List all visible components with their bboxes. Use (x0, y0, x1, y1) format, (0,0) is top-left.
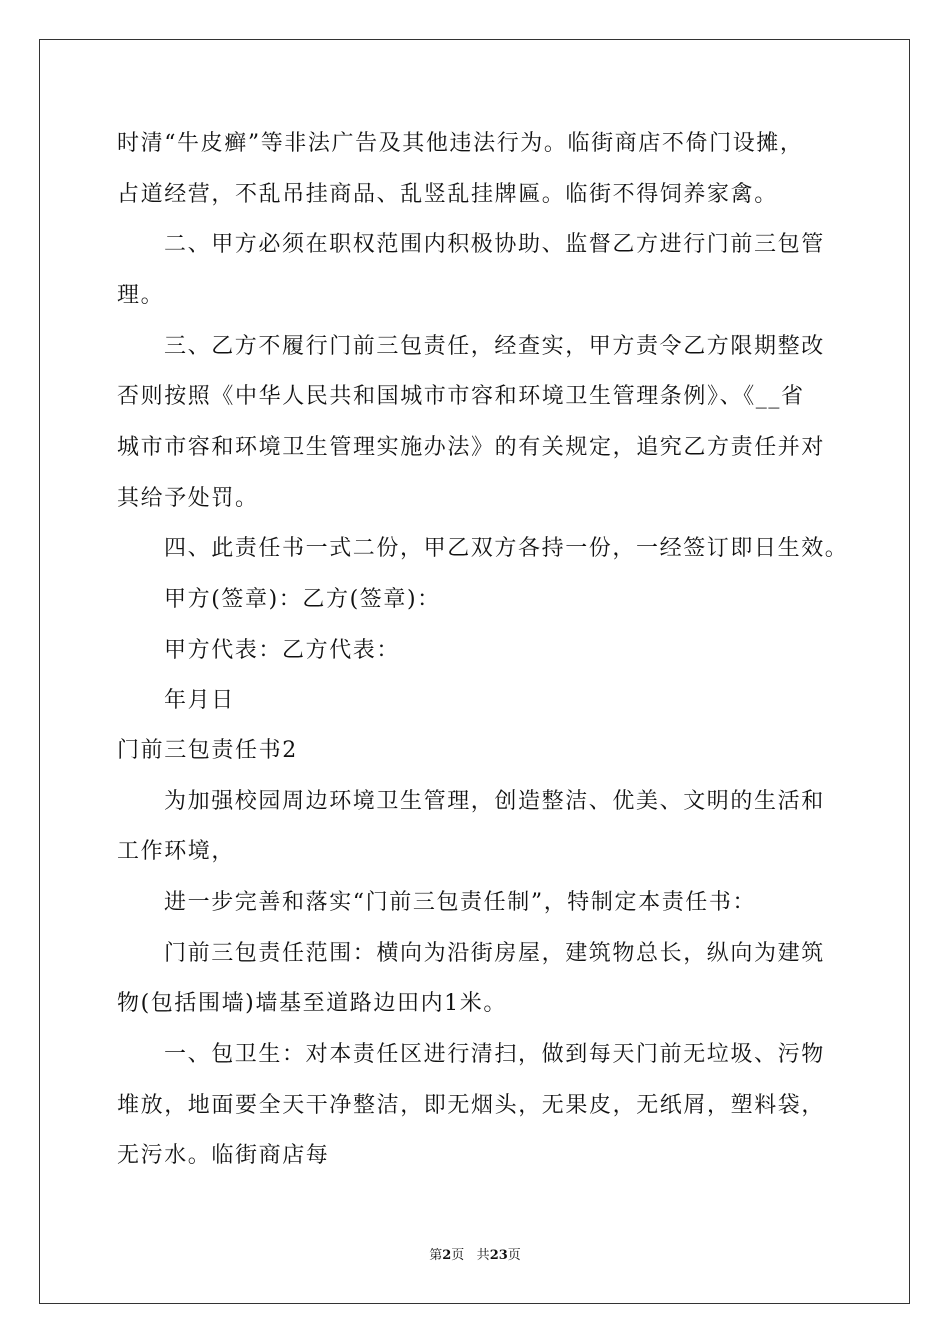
text-line: 甲方代表：乙方代表： (164, 638, 401, 663)
page-number: 2 (442, 1248, 452, 1263)
text-line: 四、此责任书一式二份，甲乙双方各持一份，一经签订即日生效。 (164, 536, 849, 561)
text-line: 物(包括围墙)墙基至道路边田内1米。 (117, 991, 507, 1016)
page-prefix: 第 (429, 1248, 443, 1263)
text-line: 甲方(签章)：乙方(签章)： (164, 587, 441, 612)
text-line: 为加强校园周边环境卫生管理，创造整洁、优美、文明的生活和 (164, 789, 825, 814)
text-line: 门前三包责任范围：横向为沿街房屋，建筑物总长，纵向为建筑 (164, 941, 825, 966)
text-line: 一、包卫生：对本责任区进行清扫，做到每天门前无垃圾、污物 (164, 1042, 825, 1067)
text-line: 二、甲方必须在职权范围内积极协助、监督乙方进行门前三包管 (164, 232, 825, 257)
text-line: 城市市容和环境卫生管理实施办法》的有关规定，追究乙方责任并对 (117, 435, 826, 460)
text-line: 进一步完善和落实“门前三包责任制”，特制定本责任书： (164, 890, 757, 915)
text-line: 无污水。临街商店每 (117, 1143, 330, 1168)
text-line: 工作环境， (117, 839, 236, 864)
text-line: 理。 (117, 283, 165, 308)
section-title: 门前三包责任书2 (117, 738, 298, 763)
total-prefix: 共 (476, 1248, 490, 1263)
text-line: 其给予处罚。 (117, 486, 259, 511)
text-line: 堆放，地面要全天干净整洁，即无烟头，无果皮，无纸屑，塑料袋， (117, 1093, 826, 1118)
page-suffix: 页 (451, 1248, 465, 1263)
text-line: 年月日 (164, 688, 235, 713)
total-pages: 23 (489, 1248, 508, 1263)
text-line: 时清“牛皮癣”等非法广告及其他违法行为。临街商店不倚门设摊， (117, 131, 804, 156)
page-footer (0, 1246, 950, 1266)
text-line: 否则按照《中华人民共和国城市市容和环境卫生管理条例》、《__省 (117, 384, 805, 409)
total-suffix: 页 (507, 1248, 521, 1263)
text-line: 三、乙方不履行门前三包责任，经查实，甲方责令乙方限期整改 (164, 334, 825, 359)
text-line: 占道经营，不乱吊挂商品、乱竖乱挂牌匾。临街不得饲养家禽。 (117, 182, 778, 207)
